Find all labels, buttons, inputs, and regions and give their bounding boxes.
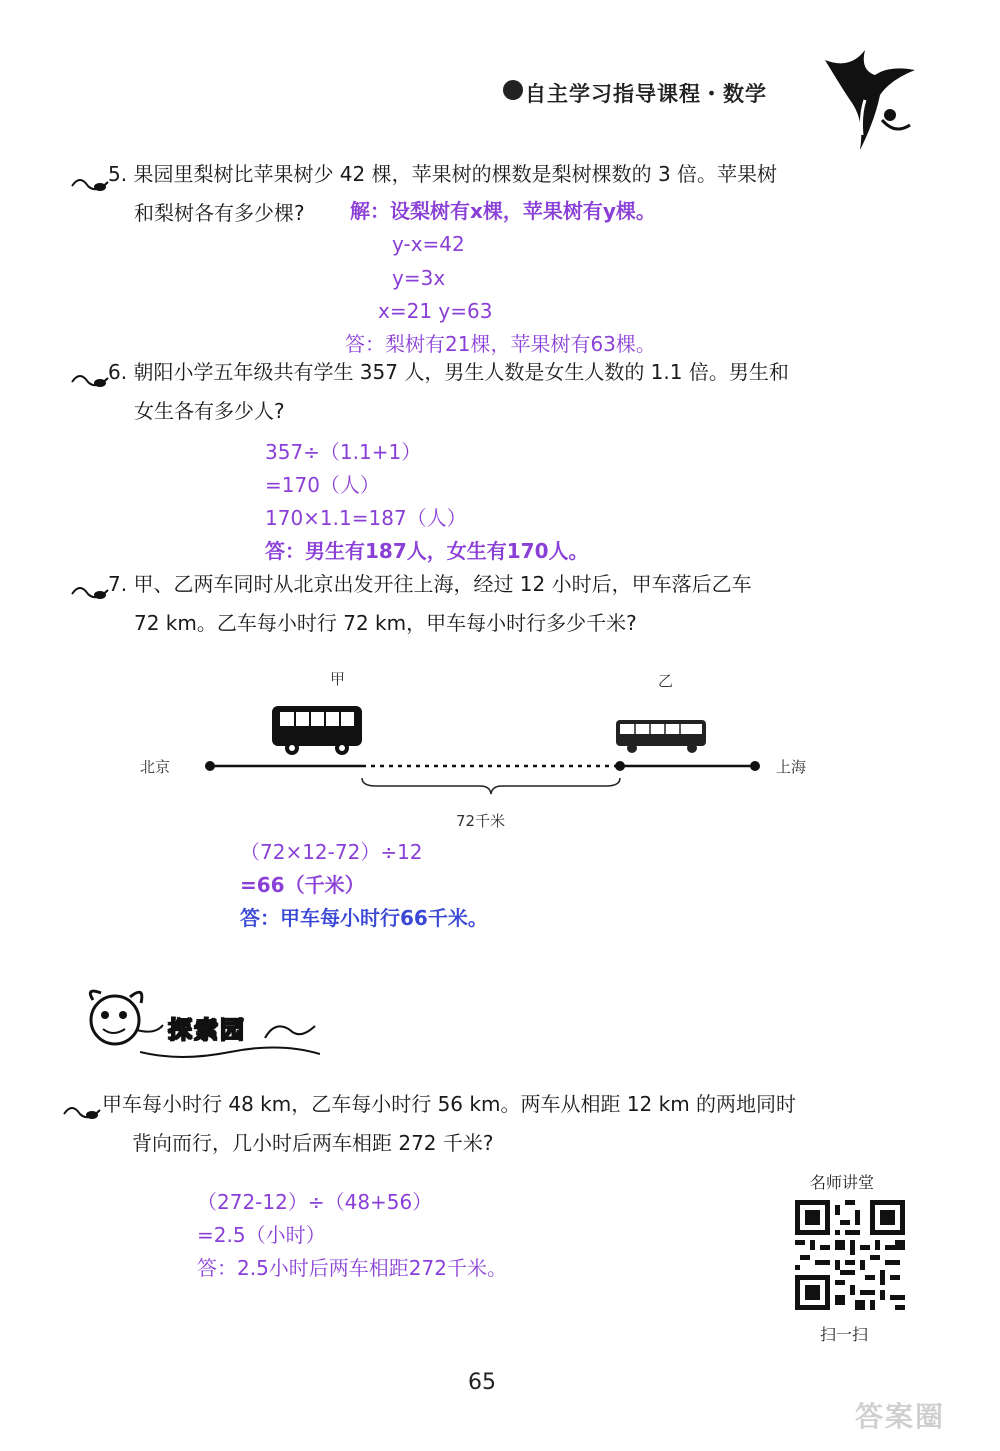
question-6-line-2: 女生各有多少人?	[134, 399, 285, 423]
question-7-line-2: 72 km。乙车每小时行 72 km，甲车每小时行多少千米?	[134, 611, 637, 635]
diagram-lines	[140, 660, 860, 840]
explore-wave-icon	[140, 1042, 320, 1062]
question-7-line-1: 7. 甲、乙两车同时从北京出发开往上海，经过 12 小时后，甲车落后乙车	[108, 572, 752, 596]
bus-a-icon	[272, 706, 362, 755]
explore-step-2: =2.5（小时）	[197, 1223, 326, 1247]
question-7-step-2: =66（千米）	[240, 873, 365, 897]
car-b-label: 乙	[658, 672, 674, 690]
qr-caption: 扫一扫	[820, 1325, 869, 1344]
distance-diagram	[140, 660, 860, 840]
bus-b-icon	[616, 720, 706, 753]
start-city-label: 北京	[140, 758, 171, 776]
question-5-solution-intro: 解：设梨树有x棵，苹果树有y棵。	[350, 199, 656, 223]
question-5-line-2: 和梨树各有多少棵?	[134, 201, 305, 225]
question-7-step-1: （72×12-72）÷12	[240, 840, 423, 864]
question-5-answer: 答：梨树有21棵，苹果树有63棵。	[345, 332, 656, 356]
question-6-step-3: 170×1.1=187（人）	[265, 506, 467, 530]
question-5-equation-2: y=3x	[392, 266, 446, 290]
gap-distance-label: 72千米	[456, 812, 506, 830]
explore-answer: 答：2.5小时后两车相距272千米。	[197, 1256, 507, 1280]
explore-question-icon	[62, 1098, 102, 1120]
question-6-step-2: =170（人）	[265, 473, 380, 497]
page-number: 65	[468, 1370, 496, 1395]
explore-step-1: （272-12）÷（48+56）	[197, 1190, 433, 1214]
explore-question-line-2: 背向而行，几小时后两车相距 272 千米?	[132, 1131, 494, 1155]
question-5-icon	[70, 170, 110, 192]
explore-question-line-1: 甲车每小时行 48 km，乙车每小时行 56 km。两车从相距 12 km 的两地同时	[102, 1092, 797, 1116]
question-6-step-1: 357÷（1.1+1）	[265, 440, 422, 464]
question-6-line-1: 6. 朝阳小学五年级共有学生 357 人，男生人数是女生人数的 1.1 倍。男生和	[108, 360, 789, 384]
end-city-label: 上海	[776, 758, 807, 776]
question-5-line-1: 5. 果园里梨树比苹果树少 42 棵，苹果树的棵数是梨树棵数的 3 倍。苹果树	[108, 162, 778, 186]
question-5-equation-1: y-x=42	[392, 232, 465, 256]
swallow-logo-icon	[820, 40, 920, 160]
question-7-answer: 答：甲车每小时行66千米。	[240, 906, 488, 930]
question-6-answer: 答：男生有187人，女生有170人。	[265, 539, 589, 563]
header-bullet-icon	[503, 80, 523, 100]
qr-code-icon[interactable]	[795, 1200, 905, 1310]
question-7-icon	[70, 578, 110, 600]
explore-section-title: 探索园	[168, 1016, 246, 1044]
car-a-label: 甲	[330, 670, 346, 688]
qr-title: 名师讲堂	[810, 1173, 875, 1192]
watermark: 答案圈	[855, 1400, 946, 1433]
header-title: 自主学习指导课程・数学	[525, 82, 767, 106]
question-5-result: x=21 y=63	[378, 299, 493, 323]
question-6-icon	[70, 366, 110, 388]
